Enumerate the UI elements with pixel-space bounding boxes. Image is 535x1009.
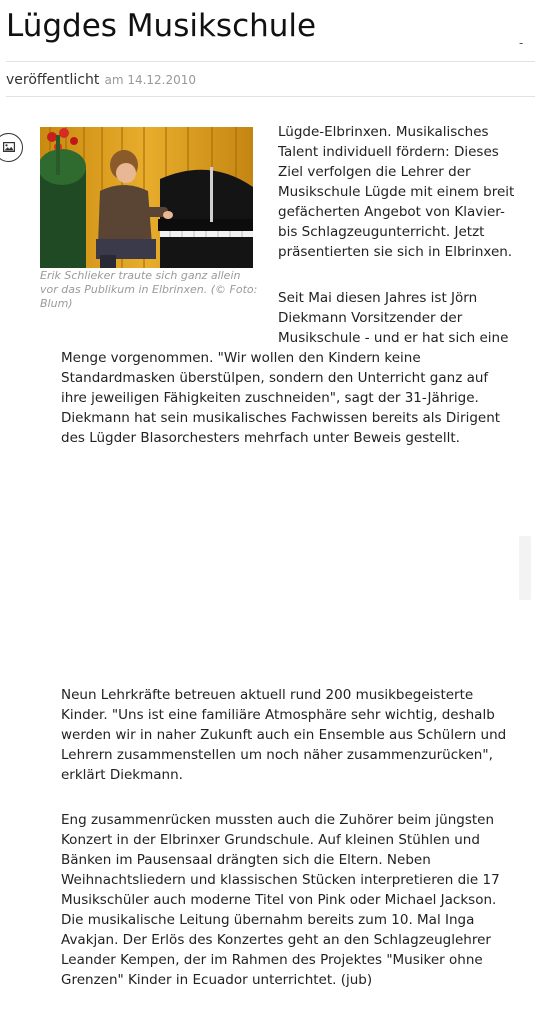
photo-boy-at-piano (40, 127, 253, 268)
paragraph-4: Eng zusammenrücken mussten auch die Zuhörer beim jüngsten Konzert in der Elbrinxer Grundschule. Auf kleinen Stühlen und Bänken im Pausensaal drängten sich die Eltern. Neben Weihnachtsliedern und klassischen Stücken interpretieren die 17 Musikschüler auch moderne Titel von Pink oder Michael Jackson. Die musikalische Leitung übernahm bereits zum 10. Mal Inga Avakjan. Der Erlös des Konzertes geht an den Schlagzeuglehrer Leander Kempen, der im Rahmen des Projektes "Musiker ohne Grenzen" Kinder in Ecuador unterrichtet. (jub) (61, 812, 500, 988)
side-scroll-tab[interactable] (519, 536, 531, 600)
publish-info (6, 69, 196, 90)
paragraph-2-rest: Menge vorgenommen. "Wir wollen den Kindern keine Standardmasken überstülpen, sondern den Unterricht ganz auf ihre jeweiligen Fähigkeiten zuschneiden", sagt der 31-Jährige. Diekmann hat sein musikalisches Fachwissen bereits als Dirigent des Lügder Blasorchesters mehrfach unter Beweis gestellt. (61, 350, 501, 446)
image-icon (3, 142, 15, 152)
article-photo (40, 127, 253, 268)
published-date: am 14.12.2010 (104, 73, 197, 87)
paragraph-intro: Lügde-Elbrinxen. Musikalisches Talent individuell fördern: Dieses Ziel verfolgen die Lehrer der Musikschule Lügde mit einem breit gefächerten Angebot von Klavier- bis Schlagzeugunterricht. Jetzt präsentierten sie sich in Elbrinxen. (278, 124, 515, 260)
article-title: Lügdes Musikschule (6, 8, 317, 44)
paragraph-2-start: Seit Mai diesen Jahres ist Jörn Diekmann Vorsitzender der Musikschule - und er hat sich eine (278, 290, 509, 346)
meta-divider (6, 96, 535, 97)
paragraph-3: Neun Lehrkräfte betreuen aktuell rund 200 musikbegeisterte Kinder. "Uns ist eine familiäre Atmosphäre sehr wichtig, deshalb werden wir in naher Zukunft auch ein Ensemble aus Schülern und Lehrern zusammenstellen um noch näher zusammenzurücken", erklärt Diekmann. (61, 687, 507, 783)
published-label: veröffentlicht (6, 72, 100, 88)
header-dash: - (519, 36, 524, 50)
title-divider (6, 61, 535, 62)
photo-caption: Erik Schlieker traute sich ganz allein vor das Publikum in Elbrinxen. (© Foto: Blum) (40, 269, 258, 310)
image-toggle-button[interactable] (0, 133, 23, 162)
